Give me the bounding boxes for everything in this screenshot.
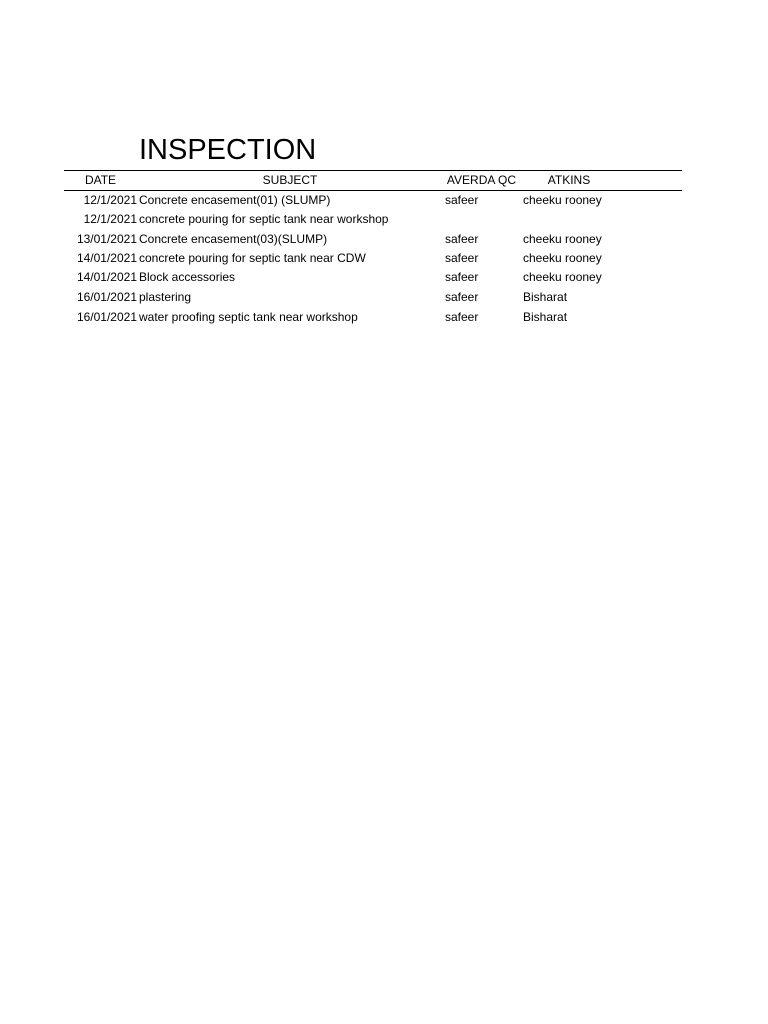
row-subject: Concrete encasement(03)(SLUMP) [139,232,328,246]
row-date: 12/1/2021 [83,212,137,226]
row-averda-qc: safeer [445,232,479,246]
row-subject: Block accessories [139,270,236,284]
row-atkins: cheeku rooney [523,251,602,265]
row-subject: Concrete encasement(01) (SLUMP) [139,193,331,207]
row-averda-qc: safeer [445,193,479,207]
header-top-rule [64,170,682,171]
column-header-averda-qc: AVERDA QC [446,173,517,187]
row-date: 13/01/2021 [76,232,137,246]
row-date: 16/01/2021 [76,290,137,304]
row-subject: water proofing septic tank near workshop [139,310,358,324]
row-date: 14/01/2021 [76,251,137,265]
row-atkins: Bisharat [523,290,568,304]
row-date: 16/01/2021 [76,310,137,324]
row-date: 12/1/2021 [83,193,137,207]
row-averda-qc: safeer [445,310,479,324]
row-averda-qc: safeer [445,290,479,304]
row-averda-qc: safeer [445,270,479,284]
column-header-subject: SUBJECT [262,173,318,187]
column-header-date: DATE [84,173,117,187]
header-bottom-rule [64,190,682,191]
row-atkins: cheeku rooney [523,270,602,284]
row-subject: concrete pouring for septic tank near CDW [139,251,366,265]
row-subject: concrete pouring for septic tank near workshop [139,212,389,226]
row-subject: plastering [139,290,192,304]
row-atkins: Bisharat [523,310,568,324]
column-header-atkins: ATKINS [547,173,591,187]
row-atkins: cheeku rooney [523,193,602,207]
row-atkins: cheeku rooney [523,232,602,246]
page-title: INSPECTION [139,134,317,166]
row-date: 14/01/2021 [76,270,137,284]
row-averda-qc: safeer [445,251,479,265]
